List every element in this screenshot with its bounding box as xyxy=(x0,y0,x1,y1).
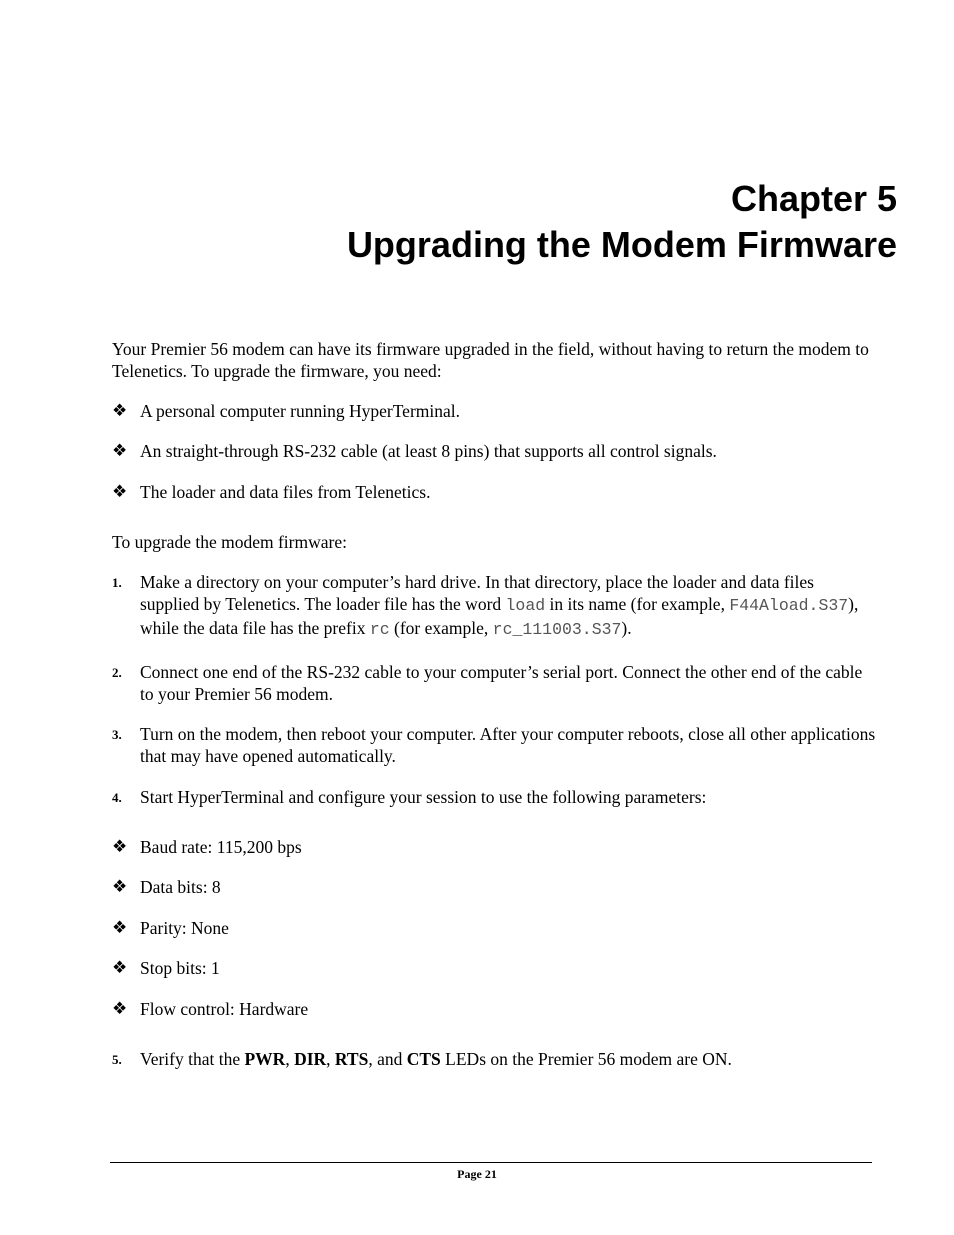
list-item: ❖ Flow control: Hardware xyxy=(112,999,309,1019)
list-item: ❖ Stop bits: 1 xyxy=(112,958,220,978)
footer-divider xyxy=(110,1162,872,1163)
code-text: rc_111003.S37 xyxy=(492,620,622,639)
list-item: ❖ The loader and data files from Telenetics. xyxy=(112,482,431,502)
diamond-bullet-icon: ❖ xyxy=(112,999,128,1018)
diamond-bullet-icon: ❖ xyxy=(112,441,128,460)
step-5: 5. Verify that the PWR, DIR, RTS, and CTS LEDs on the Premier 56 modem are ON. xyxy=(112,1049,732,1069)
step-number: 3. xyxy=(112,727,122,742)
list-item: ❖ Data bits: 8 xyxy=(112,877,221,897)
diamond-bullet-icon: ❖ xyxy=(112,837,128,856)
led-cts: CTS xyxy=(406,1049,441,1069)
step-number: 4. xyxy=(112,790,122,805)
requirements-list xyxy=(112,400,877,503)
chapter-title: Upgrading the Modem Firmware xyxy=(346,224,897,265)
diamond-bullet-icon: ❖ xyxy=(112,958,128,977)
step-1: 1. Make a directory on your computer’s hard drive. In that directory, place the loader and data files supplied by Telenetics. The loader file has the word load in its name (for example, F44Aload.S37), while the data file has the prefix rc (for example, rc_111003.S37). xyxy=(112,572,859,639)
chapter-heading xyxy=(347,176,897,268)
led-pwr: PWR xyxy=(244,1049,286,1069)
diamond-bullet-icon: ❖ xyxy=(112,877,128,896)
procedure-steps xyxy=(112,571,877,808)
step-3: 3. Turn on the modem, then reboot your computer. After your computer reboots, close all other applications that may have opened automatically. xyxy=(112,724,876,766)
led-dir: DIR xyxy=(294,1049,327,1069)
step-number: 2. xyxy=(112,665,122,680)
step-2: 2. Connect one end of the RS-232 cable to your computer’s serial port. Connect the other end of the cable to your Premier 56 modem. xyxy=(112,662,863,704)
page-number: Page 21 xyxy=(457,1167,497,1181)
list-item: ❖ Baud rate: 115,200 bps xyxy=(112,837,302,857)
code-text: load xyxy=(505,596,546,615)
diamond-bullet-icon: ❖ xyxy=(112,918,128,937)
list-item: ❖ An straight-through RS-232 cable (at least 8 pins) that supports all control signals. xyxy=(112,441,717,461)
page-body xyxy=(112,338,877,1070)
intro-paragraph: Your Premier 56 modem can have its firmware upgraded in the field, without having to return the modem to Telenetics. To upgrade the firmware, you need: xyxy=(112,339,869,381)
list-item: ❖ A personal computer running HyperTerminal. xyxy=(112,401,461,421)
step-number: 5. xyxy=(112,1052,122,1067)
list-item: ❖ Parity: None xyxy=(112,918,229,938)
parameters-list xyxy=(112,836,877,1020)
diamond-bullet-icon: ❖ xyxy=(112,401,128,420)
step-4: 4. Start HyperTerminal and configure your session to use the following parameters: xyxy=(112,787,707,807)
step-number: 1. xyxy=(112,575,122,590)
code-text: F44Aload.S37 xyxy=(729,596,849,615)
led-rts: RTS xyxy=(334,1049,369,1069)
chapter-number: Chapter 5 xyxy=(730,178,897,219)
code-text: rc xyxy=(369,620,390,639)
diamond-bullet-icon: ❖ xyxy=(112,482,128,501)
procedure-intro: To upgrade the modem firmware: xyxy=(112,532,347,552)
